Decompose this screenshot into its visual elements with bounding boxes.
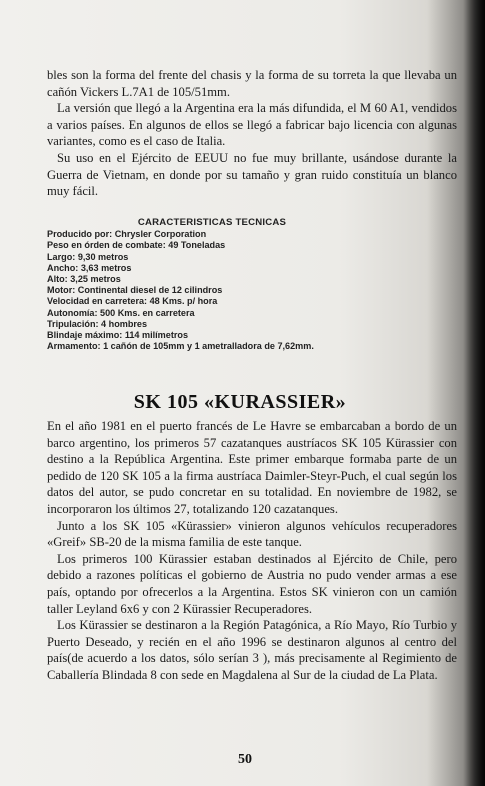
spec-row: Ancho: 3,63 metros (47, 262, 132, 273)
spec-row: Velocidad en carretera: 48 Kms. p/ hora (47, 296, 218, 307)
paragraph: La versión que llegó a la Argentina era la más difundida, el M 60 A1, vendidos a varios países. En algunos de ellos se llegó a fabricar bajo licencia con algunas variantes, como es el caso de Italia. (47, 101, 457, 149)
paragraph: Los Kürassier se destinaron a la Región Patagónica, a Río Mayo, Río Turbio y Puerto Deseado, y recién en el año 1996 se destinaron algunos al centro del país(de acuerdo a los datos, sólo serían 3 ), más precisamente al Regimiento de Caballería Blindada 8 con sede en Magdalena al Sur de la ciudad de La Plata. (47, 618, 457, 682)
spec-row: Peso en órden de combate: 49 Toneladas (47, 240, 226, 251)
spec-row: Alto: 3,25 metros (47, 274, 121, 285)
page-number: 50 (238, 752, 252, 767)
spec-row: Autonomía: 500 Kms. en carretera (47, 307, 195, 318)
spec-row: Largo: 9,30 metros (47, 251, 129, 262)
technical-specs-box (47, 217, 377, 352)
bottom-text-block (47, 418, 457, 684)
paragraph: bles son la forma del frente del chasis y la forma de su torreta la que llevaba un cañón Vickers L.7A1 de 105/51mm. (47, 68, 457, 99)
spec-row: Blindaje máximo: 114 milímetros (47, 330, 189, 341)
spec-row: Producido por: Chrysler Corporation (47, 229, 207, 240)
technical-specs-title: CARACTERISTICAS TECNICAS (137, 217, 287, 228)
top-text-block (47, 67, 457, 200)
paragraph: En el año 1981 en el puerto francés de Le Havre se embarcaban a bordo de un barco argentino, los primeros 57 cazatanques austríacos SK 105 Kürassier con destino a la República Argentina. Este primer embarque formaba parte de un pedido de 120 SK 105 a la firma austríaca Daimler-Steyr-Puch, el cual según los datos del autor, se pudo concretar en su totalidad. En noviembre de 1982, se incorporaron los últimos 27, totalizando 120 cazatanques. (47, 419, 457, 516)
spec-row: Armamento: 1 cañón de 105mm y 1 ametralladora de 7,62mm. (47, 341, 314, 352)
spec-row: Tripulación: 4 hombres (47, 318, 148, 329)
binding-shadow (463, 0, 485, 786)
paragraph: Los primeros 100 Kürassier estaban destinados al Ejército de Chile, pero debido a razones políticas el gobierno de Austria no pudo vender armas a ese país, optando por ofrecerlos a la Argentina. Estos SK vinieron con un camión taller Leyland 6x6 y con 2 Kürassier Recuperadores. (47, 551, 457, 616)
paragraph: Su uso en el Ejército de EEUU no fue muy brillante, usándose durante la Guerra de Vietnam, en donde por su tamaño y gran ruido constituía un blanco muy fácil. (47, 150, 457, 199)
paragraph: Junto a los SK 105 «Kürassier» vinieron algunos vehículos recuperadores «Greif» SB-20 de la misma familia de este tanque. (47, 518, 457, 550)
spec-row: Motor: Continental diesel de 12 cilindros (47, 285, 223, 296)
section-heading: SK 105 «KURASSIER» (133, 391, 347, 413)
